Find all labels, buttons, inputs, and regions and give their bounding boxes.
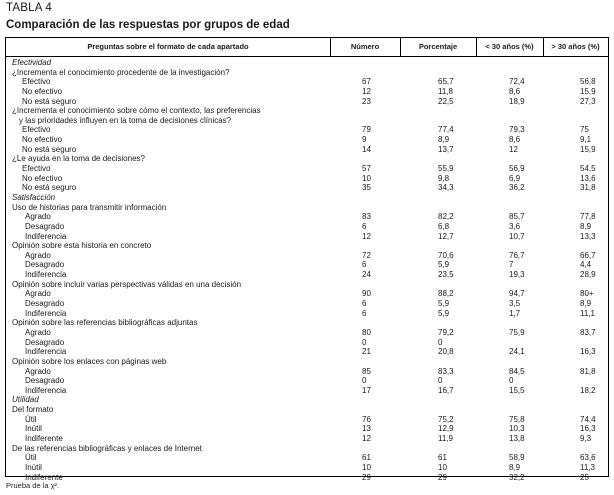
answer-label: No efectivo [22, 173, 63, 183]
percent-cell: 88,2 [438, 289, 454, 299]
under-30-cell: 10,3 [509, 424, 525, 434]
answer-label: No está seguro [22, 96, 77, 106]
over-30-cell: 77,8 [580, 212, 596, 222]
table-row [6, 395, 608, 405]
under-30-cell: 1,7 [509, 308, 521, 318]
percent-cell: 75,2 [438, 414, 454, 424]
number-cell: 85 [362, 366, 371, 376]
number-cell: 29 [362, 472, 371, 482]
table-row [6, 193, 608, 203]
over-30-cell: 11,1 [580, 308, 595, 318]
percent-cell: 6,8 [438, 221, 450, 231]
data-table [5, 37, 609, 482]
under-30-cell: 18,9 [509, 96, 525, 106]
number-cell: 72 [362, 250, 371, 260]
table-row [6, 289, 608, 299]
over-30-cell: 56,8 [580, 77, 596, 87]
number-cell: 10 [362, 173, 371, 183]
answer-label: No efectivo [22, 86, 63, 96]
number-cell: 76 [362, 414, 371, 424]
under-30-cell: 3,5 [509, 299, 521, 309]
percent-cell: 5,9 [438, 299, 450, 309]
answer-label: Efectivo [22, 77, 51, 87]
over-30-cell: 15,9 [580, 144, 596, 154]
header-divider [476, 38, 477, 56]
answer-label: Indiferente [25, 433, 63, 443]
number-cell: 14 [362, 144, 371, 154]
table-row [6, 328, 608, 338]
table-row [6, 270, 608, 280]
number-cell: 90 [362, 289, 371, 299]
percent-cell: 34,3 [438, 183, 454, 193]
table-row [6, 376, 608, 386]
percent-cell: 0 [438, 376, 443, 386]
table-row [6, 357, 608, 367]
number-cell: 17 [362, 385, 371, 395]
over-30-cell: 18,2 [580, 385, 596, 395]
question-text: ¿Incrementa el conocimiento procedente de la investigación? [12, 67, 230, 77]
under-30-cell: 94,7 [509, 289, 525, 299]
answer-label: No está seguro [22, 144, 77, 154]
over-30-cell: 31,8 [580, 183, 596, 193]
percent-cell: 29 [438, 472, 447, 482]
number-cell: 0 [362, 337, 367, 347]
header-divider [543, 38, 544, 56]
question-text: y las prioridades influyen en la toma de decisiones clínicas? [19, 115, 232, 125]
table-row [6, 106, 608, 116]
table-body [6, 58, 608, 482]
table-row [6, 463, 608, 473]
under-30-cell: 12 [509, 144, 518, 154]
over-30-cell: 13,6 [580, 173, 596, 183]
under-30-cell: 32,2 [509, 472, 525, 482]
over-30-cell: 15,9 [580, 86, 596, 96]
table-row [6, 434, 608, 444]
percent-cell: 16,7 [438, 385, 454, 395]
over-30-cell: 66,7 [580, 250, 596, 260]
table-row [6, 260, 608, 270]
under-30-cell: 10,7 [509, 231, 525, 241]
number-cell: 79 [362, 125, 371, 135]
under-30-cell: 79,3 [509, 125, 525, 135]
percent-cell: 23,5 [438, 270, 454, 280]
table-row [6, 347, 608, 357]
percent-cell: 22,5 [438, 96, 454, 106]
number-cell: 67 [362, 77, 371, 87]
percent-cell: 65,7 [438, 77, 454, 87]
number-cell: 12 [362, 86, 371, 96]
percent-cell: 5,9 [438, 308, 450, 318]
header-over-30: > 30 años (%) [551, 42, 600, 51]
table-row [6, 241, 608, 251]
percent-cell: 82,2 [438, 212, 454, 222]
answer-label: Indiferencia [25, 347, 67, 357]
table-row [6, 135, 608, 145]
number-cell: 6 [362, 221, 367, 231]
answer-label: Agrado [25, 289, 51, 299]
header-under-30: < 30 años (%) [485, 42, 534, 51]
over-30-cell: 74,4 [580, 414, 596, 424]
over-30-cell: 11,3 [580, 462, 595, 472]
table-row [6, 58, 608, 68]
table-row [6, 444, 608, 454]
answer-label: Efectivo [22, 164, 51, 174]
over-30-cell: 25 [580, 472, 589, 482]
table-row [6, 97, 608, 107]
over-30-cell: 16,3 [580, 424, 596, 434]
under-30-cell: 3,6 [509, 221, 521, 231]
table-row [6, 309, 608, 319]
table-row [6, 116, 608, 126]
over-30-cell: 28,9 [580, 270, 596, 280]
percent-cell: 5,9 [438, 260, 450, 270]
number-cell: 57 [362, 164, 371, 174]
percent-cell: 11,8 [438, 86, 453, 96]
under-30-cell: 75,9 [509, 327, 525, 337]
under-30-cell: 84,5 [509, 366, 525, 376]
number-cell: 24 [362, 270, 371, 280]
table-label: TABLA 4 [6, 2, 52, 14]
under-30-cell: 0 [509, 376, 514, 386]
over-30-cell: 13,3 [580, 231, 596, 241]
under-30-cell: 76,7 [509, 250, 525, 260]
number-cell: 0 [362, 376, 367, 386]
percent-cell: 12,9 [438, 424, 454, 434]
question-text: ¿Incrementa el conocimiento sobre cómo el contexto, las preferencias [12, 106, 261, 116]
table-row [6, 183, 608, 193]
question-text: Opinión sobre esta historia en concreto [12, 241, 152, 251]
answer-label: Agrado [25, 327, 51, 337]
over-30-cell: 75 [580, 125, 589, 135]
under-30-cell: 56,9 [509, 164, 525, 174]
table-row [6, 299, 608, 309]
section-heading: Efectividad [12, 58, 52, 67]
number-cell: 61 [362, 453, 371, 463]
table-row [6, 280, 608, 290]
table-row [6, 424, 608, 434]
percent-cell: 55,9 [438, 164, 454, 174]
table-row [6, 453, 608, 463]
number-cell: 80 [362, 327, 371, 337]
under-30-cell: 8,6 [509, 86, 521, 96]
answer-label: Desagrado [25, 299, 65, 309]
question-text: Uso de historias para transmitir información [12, 202, 167, 212]
under-30-cell: 75,8 [509, 414, 525, 424]
table-row [6, 386, 608, 396]
answer-label: Efectivo [22, 125, 51, 135]
table-row [6, 203, 608, 213]
over-30-cell: 83,7 [580, 327, 596, 337]
over-30-cell: 81,8 [580, 366, 596, 376]
answer-label: Indiferencia [25, 270, 67, 280]
number-cell: 13 [362, 424, 371, 434]
number-cell: 9 [362, 135, 367, 145]
number-cell: 12 [362, 433, 371, 443]
table-row [6, 473, 608, 483]
question-text: De las referencias bibliográficas y enlaces de Internet [12, 443, 202, 453]
under-30-cell: 24,1 [509, 347, 525, 357]
under-30-cell: 6,9 [509, 173, 521, 183]
number-cell: 6 [362, 260, 367, 270]
over-30-cell: 8,9 [580, 221, 592, 231]
number-cell: 12 [362, 231, 371, 241]
percent-cell: 11,9 [438, 433, 453, 443]
over-30-cell: 9,3 [580, 433, 592, 443]
table-row [6, 338, 608, 348]
header-question: Preguntas sobre el formato de cada apartado [87, 42, 249, 51]
over-30-cell: 8,9 [580, 299, 592, 309]
header-percent: Porcentaje [418, 42, 458, 51]
number-cell: 6 [362, 299, 367, 309]
number-cell: 21 [362, 347, 371, 357]
under-30-cell: 7 [509, 260, 514, 270]
answer-label: Indiferente [25, 472, 63, 482]
percent-cell: 61 [438, 453, 447, 463]
footnote: Prueba de la χ². [6, 481, 60, 490]
number-cell: 35 [362, 183, 371, 193]
over-30-cell: 63,6 [580, 453, 596, 463]
over-30-cell: 54,5 [580, 164, 596, 174]
answer-label: Inútil [25, 424, 42, 434]
number-cell: 6 [362, 308, 367, 318]
table-row [6, 154, 608, 164]
question-text: Opinión sobre los enlaces con páginas web [12, 356, 167, 366]
percent-cell: 83,3 [438, 366, 454, 376]
table-title: Comparación de las respuestas por grupos de edad [6, 19, 290, 31]
answer-label: Agrado [25, 366, 51, 376]
table-row [6, 415, 608, 425]
table-row [6, 77, 608, 87]
table-row [6, 68, 608, 78]
answer-label: Agrado [25, 212, 51, 222]
answer-label: Desagrado [25, 376, 65, 386]
table-row [6, 367, 608, 377]
over-30-cell: 4,4 [580, 260, 592, 270]
under-30-cell: 8,9 [509, 462, 521, 472]
question-text: Opinión sobre incluir varias perspectivas válidas en una decisión [12, 279, 242, 289]
under-30-cell: 36,2 [509, 183, 525, 193]
under-30-cell: 8,6 [509, 135, 521, 145]
answer-label: Desagrado [25, 337, 65, 347]
percent-cell: 9,8 [438, 173, 450, 183]
answer-label: No está seguro [22, 183, 77, 193]
over-30-cell: 27,3 [580, 96, 596, 106]
percent-cell: 77,4 [438, 125, 454, 135]
table-row [6, 87, 608, 97]
under-30-cell: 19,3 [509, 270, 525, 280]
percent-cell: 12,7 [438, 231, 454, 241]
percent-cell: 79,2 [438, 327, 454, 337]
table-row [6, 164, 608, 174]
answer-label: No efectivo [22, 135, 63, 145]
number-cell: 23 [362, 96, 371, 106]
percent-cell: 10 [438, 462, 447, 472]
question-text: Del formato [12, 405, 54, 415]
answer-label: Útil [25, 414, 37, 424]
header-divider [400, 38, 401, 56]
table-row [6, 405, 608, 415]
percent-cell: 20,8 [438, 347, 454, 357]
answer-label: Útil [25, 453, 37, 463]
section-heading: Utilidad [12, 395, 39, 405]
table-row [6, 232, 608, 242]
under-30-cell: 85,7 [509, 212, 525, 222]
table-row [6, 212, 608, 222]
table-row [6, 145, 608, 155]
answer-label: Indiferencia [25, 231, 67, 241]
under-30-cell: 15,5 [509, 385, 525, 395]
answer-label: Indiferencia [25, 385, 67, 395]
percent-cell: 70,6 [438, 250, 454, 260]
number-cell: 10 [362, 462, 371, 472]
answer-label: Indiferencia [25, 308, 67, 318]
answer-label: Desagrado [25, 260, 65, 270]
table-row [6, 174, 608, 184]
table-row [6, 318, 608, 328]
percent-cell: 0 [438, 337, 443, 347]
question-text: Opinión sobre las referencias bibliográficas adjuntas [12, 318, 198, 328]
table-row [6, 125, 608, 135]
answer-label: Inútil [25, 462, 42, 472]
percent-cell: 13,7 [438, 144, 454, 154]
header-divider [330, 38, 331, 56]
over-30-cell: 9,1 [580, 135, 592, 145]
under-30-cell: 58,9 [509, 453, 525, 463]
over-30-cell: 80+ [580, 289, 594, 299]
table-row [6, 222, 608, 232]
number-cell: 83 [362, 212, 371, 222]
under-30-cell: 13,8 [509, 433, 525, 443]
table-header-row [6, 38, 608, 57]
answer-label: Desagrado [25, 221, 65, 231]
header-number: Número [350, 42, 380, 51]
percent-cell: 8,9 [438, 135, 450, 145]
over-30-cell: 16,3 [580, 347, 596, 357]
question-text: ¿Le ayuda en la toma de decisiones? [12, 154, 145, 164]
answer-label: Agrado [25, 250, 51, 260]
table-row [6, 251, 608, 261]
under-30-cell: 72,4 [509, 77, 525, 87]
section-heading: Satisfacción [12, 192, 56, 202]
